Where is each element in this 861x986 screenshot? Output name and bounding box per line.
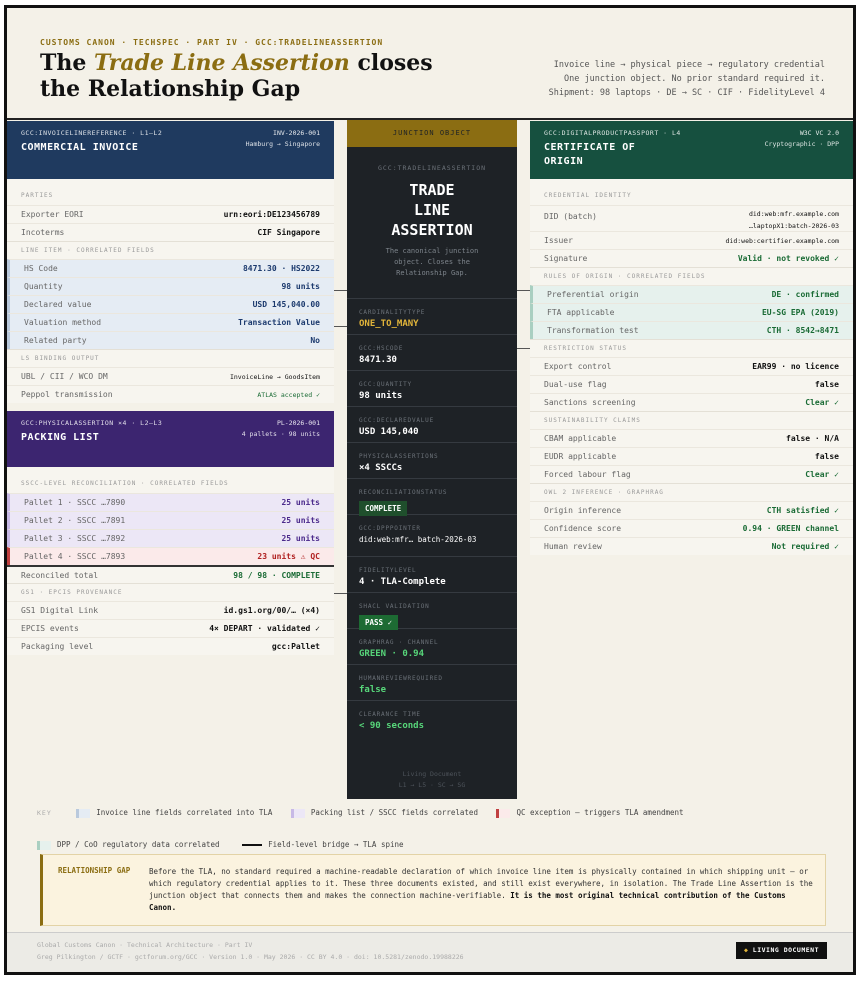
table-row[interactable]: [530, 375, 853, 393]
table-row[interactable]: [7, 601, 334, 619]
row-value: 98 / 98 · COMPLETE: [233, 571, 320, 580]
junction-field: [347, 442, 517, 478]
title-emphasis: Trade Line Assertion: [94, 50, 350, 76]
invoice-title: COMMERCIAL INVOICE: [21, 142, 139, 153]
legend-item: [76, 808, 272, 817]
junction-code: GCC:TRADELINEASSERTION: [377, 164, 487, 172]
callout-body: Before the TLA, no standard required a machine-readable declaration of which invoice line item is physically contained in which shipping unit — or which regulatory credential applies to it. These three documents existed, and still exist everywhere, in isolation. The Trade Line Assertion is the junction object that connects them and makes the connection machine-verifiable.: [149, 867, 813, 900]
junction-field: [347, 406, 517, 442]
field-key: SHACL VALIDATION: [359, 603, 430, 610]
row-key: Dual-use flag: [544, 380, 607, 389]
junction-field: [347, 556, 517, 592]
callout-emphasis: It is the most original technical contribution of the Customs Canon.: [149, 891, 786, 912]
row-value: EU-SG EPA (2019): [761, 308, 839, 317]
junction-field: [347, 298, 517, 334]
bridge-line: [334, 326, 347, 327]
junction-field: [347, 700, 517, 736]
field-value: COMPLETE: [359, 501, 407, 516]
subhead-line: Invoice line → physical piece → regulatory credential: [553, 60, 825, 70]
field-key: RECONCILIATIONSTATUS: [359, 489, 448, 496]
section-label: SUSTAINABILITY CLAIMS: [530, 411, 853, 429]
junction-field: [347, 664, 517, 700]
row-key: FTA applicable: [547, 308, 615, 317]
row-value: EAR99 · no licence: [752, 362, 839, 371]
legend: [37, 808, 827, 818]
section-label: RULES OF ORIGIN · CORRELATED FIELDS: [530, 267, 853, 285]
table-row[interactable]: [530, 447, 853, 465]
row-value: Transaction Value: [238, 318, 320, 327]
table-row[interactable]: [530, 519, 853, 537]
subhead-line: Shipment: 98 laptops · DE → SC · CIF · FidelityLevel 4: [548, 88, 825, 98]
page-title: [40, 50, 460, 102]
table-row[interactable]: [7, 385, 334, 403]
field-value: 98 units: [359, 391, 403, 401]
table-row[interactable]: [530, 357, 853, 375]
junction-label: JUNCTION OBJECT: [347, 120, 517, 147]
table-row[interactable]: [7, 367, 334, 385]
row-value: gcc:Pallet: [271, 642, 320, 651]
page-header: [7, 8, 853, 120]
junction-footer-line: Living Document: [402, 770, 462, 778]
row-key: Pallet 1 · SSCC …7890: [24, 498, 126, 507]
certificate-ref: W3C VC 2.0: [799, 129, 839, 137]
row-value: 98 units: [281, 282, 320, 291]
row-key: Signature: [544, 254, 588, 263]
row-value: No: [310, 336, 320, 345]
row-key: EPCIS events: [21, 624, 79, 633]
row-key: Origin inference: [544, 506, 622, 515]
subhead-line: One junction object. No prior standard required it.: [564, 74, 825, 84]
reconciled-total-row: [7, 565, 334, 583]
row-key: DID (batch): [544, 212, 597, 221]
section-label: RESTRICTION STATUS: [530, 339, 853, 357]
did-line: …laptopX1:batch-2026-03: [748, 222, 839, 230]
row-key: Valuation method: [24, 318, 102, 327]
junction-title-line: LINE: [413, 201, 451, 219]
field-key: GCC:DECLAREDVALUE: [359, 417, 435, 424]
table-row[interactable]: [7, 619, 334, 637]
relationship-gap-callout: [40, 854, 826, 926]
bridge-line: [334, 593, 347, 594]
legend-swatch: [37, 841, 51, 850]
junction-field: [347, 370, 517, 406]
row-key: Sanctions screening: [544, 398, 636, 407]
section-label: OWL 2 INFERENCE · GRAPHRAG: [530, 483, 853, 501]
invoice-card-body: [7, 179, 334, 403]
row-key: GS1 Digital Link: [21, 606, 99, 615]
row-value: 23 units ⚠ QC: [257, 552, 320, 561]
packing-summary: 4 pallets · 98 units: [241, 430, 320, 438]
pallet-row[interactable]: [7, 529, 334, 547]
correlated-row[interactable]: [7, 277, 334, 295]
did-row: [530, 205, 853, 231]
row-value: did:web:certifier.example.com: [725, 237, 839, 245]
correlated-row[interactable]: [530, 285, 853, 303]
row-value: 4× DEPART · validated ✓: [209, 624, 320, 633]
section-label: GS1 · EPCIS PROVENANCE: [7, 583, 334, 601]
row-key: CBAM applicable: [544, 434, 617, 443]
junction-fields: [347, 298, 517, 736]
table-row[interactable]: [7, 637, 334, 655]
junction-title: [347, 180, 517, 240]
invoice-card-header: [7, 121, 334, 179]
row-value: CIF Singapore: [257, 228, 320, 237]
legend-item: [242, 840, 403, 849]
field-value: did:web:mfr… batch-2026-03: [359, 535, 477, 544]
row-value: id.gs1.org/00/… (×4): [223, 606, 320, 615]
row-key: Quantity: [24, 282, 63, 291]
junction-field: [347, 514, 517, 556]
row-key: Forced labour flag: [544, 470, 631, 479]
row-key: Export control: [544, 362, 612, 371]
legend-label: Field-level bridge → TLA spine: [268, 840, 404, 849]
callout-label: RELATIONSHIP GAP: [58, 866, 131, 875]
legend-row-2: [37, 840, 404, 850]
row-key: Incoterms: [21, 228, 65, 237]
row-value: [749, 208, 839, 231]
bridge-line: [517, 348, 530, 349]
section-label: PARTIES: [21, 192, 54, 199]
junction-field: [347, 478, 517, 514]
table-row[interactable]: [7, 223, 334, 241]
junction-title-line: ASSERTION: [391, 221, 473, 239]
dot-icon: ◆: [743, 946, 749, 954]
row-key: Exporter EORI: [21, 210, 84, 219]
field-value: 4 · TLA-Complete: [359, 577, 446, 587]
field-key: FIDELITYLEVEL: [359, 567, 417, 574]
legend-label: DPP / CoO regulatory data correlated: [57, 840, 220, 849]
row-value: Clear ✓: [805, 398, 839, 407]
bridge-line: [517, 290, 530, 291]
row-value: InvoiceLine → GoodsItem: [229, 373, 320, 381]
certificate-code: GCC:DIGITALPRODUCTPASSPORT · L4: [544, 129, 681, 137]
row-value: false: [814, 452, 839, 461]
bridge-line-icon: [242, 844, 262, 846]
legend-item: [496, 808, 683, 817]
legend-label: QC exception — triggers TLA amendment: [516, 808, 684, 817]
table-row[interactable]: [7, 205, 334, 223]
correlated-row[interactable]: [7, 259, 334, 277]
row-key: Confidence score: [544, 524, 622, 533]
invoice-code: GCC:INVOICELINEREFERENCE · L1–L2: [21, 129, 163, 137]
legend-label: Invoice line fields correlated into TLA: [96, 808, 273, 817]
junction-field: [347, 628, 517, 664]
row-value: 25 units: [281, 534, 320, 543]
row-value: false: [814, 380, 839, 389]
correlated-row[interactable]: [7, 295, 334, 313]
packing-title: PACKING LIST: [21, 432, 100, 443]
table-row[interactable]: [530, 429, 853, 447]
row-key: Transformation test: [547, 326, 639, 335]
correlated-row[interactable]: [7, 331, 334, 349]
junction-field: [347, 592, 517, 628]
bridge-line: [334, 290, 347, 291]
row-value: urn:eori:DE123456789: [223, 210, 320, 219]
legend-item: [37, 840, 220, 849]
certificate-card-header: [530, 121, 853, 179]
footer-line: Global Customs Canon · Technical Architecture · Part IV: [37, 941, 253, 949]
row-value: DE · confirmed: [771, 290, 839, 299]
junction-field: [347, 334, 517, 370]
invoice-ref: INV-2026-001: [273, 129, 320, 137]
legend-swatch: [496, 809, 510, 818]
certificate-card-body: [530, 179, 853, 555]
row-value: Valid · not revoked ✓: [737, 254, 839, 263]
junction-footer: [347, 769, 517, 791]
row-key: Issuer: [544, 236, 573, 245]
packing-card-header: [7, 411, 334, 467]
certificate-title: CERTIFICATE OF ORIGIN: [544, 142, 636, 167]
badge-label: LIVING DOCUMENT: [752, 946, 819, 954]
field-key: GCC:HSCODE: [359, 345, 404, 352]
page-footer: [7, 932, 853, 975]
pallet-row[interactable]: [7, 493, 334, 511]
table-row[interactable]: [530, 465, 853, 483]
row-key: Pallet 2 · SSCC …7891: [24, 516, 126, 525]
row-value: 25 units: [281, 498, 320, 507]
packing-code: GCC:PHYSICALASSERTION ×4 · L2–L3: [21, 419, 163, 427]
field-key: GCC:QUANTITY: [359, 381, 412, 388]
table-row[interactable]: [530, 537, 853, 555]
title-post: closes the Relationship Gap: [40, 50, 433, 102]
row-key: Declared value: [24, 300, 92, 309]
row-value: 25 units: [281, 516, 320, 525]
field-key: HUMANREVIEWREQUIRED: [359, 675, 443, 682]
row-value: CTH · 8542→8471: [766, 326, 839, 335]
field-value: < 90 seconds: [359, 721, 425, 731]
row-key: Peppol transmission: [21, 390, 113, 399]
junction-object: [347, 120, 517, 799]
field-value: 8471.30: [359, 355, 397, 365]
field-key: PHYSICALASSERTIONS: [359, 453, 439, 460]
page-frame: [4, 5, 856, 975]
packing-card-body: [7, 467, 334, 655]
field-key: CLEARANCE TIME: [359, 711, 421, 718]
row-key: Preferential origin: [547, 290, 639, 299]
title-pre: The: [40, 50, 95, 76]
row-key: Related party: [24, 336, 87, 345]
footer-line: Greg Pilkington / GCTF · gctforum.org/GCC · Version 1.0 · May 2026 · CC BY 4.0 · doi: 10.5281/zenodo.19988226: [37, 953, 464, 961]
certificate-kind: Cryptographic · DPP: [764, 140, 839, 148]
row-value: Not required ✓: [771, 542, 839, 551]
row-key: Pallet 4 · SSCC …7893: [24, 552, 126, 561]
table-row[interactable]: [530, 231, 853, 249]
junction-description: The canonical junction object. Closes the Relationship Gap.: [385, 247, 479, 277]
callout-text: [149, 866, 814, 914]
living-document-badge[interactable]: [736, 942, 827, 959]
pallet-row[interactable]: [7, 511, 334, 529]
subhead: [549, 58, 825, 100]
section-label: CREDENTIAL IDENTITY: [544, 192, 632, 199]
field-value: PASS ✓: [359, 615, 398, 630]
section-label: LINE ITEM · CORRELATED FIELDS: [7, 241, 334, 259]
junction-title-line: TRADE: [409, 181, 455, 199]
row-value: 8471.30 · HS2022: [242, 264, 320, 273]
invoice-route: Hamburg → Singapore: [245, 140, 320, 148]
row-value: USD 145,040.00: [252, 300, 320, 309]
row-value: Clear ✓: [805, 470, 839, 479]
row-key: EUDR applicable: [544, 452, 617, 461]
legend-swatch: [76, 809, 90, 818]
row-key: Packaging level: [21, 642, 94, 651]
field-key: GRAPHRAG · CHANNEL: [359, 639, 439, 646]
field-value: ONE_TO_MANY: [359, 319, 419, 329]
row-value: ATLAS accepted ✓: [257, 391, 320, 399]
correlated-row[interactable]: [530, 321, 853, 339]
legend-swatch: [291, 809, 305, 818]
row-value: 0.94 · GREEN channel: [742, 524, 839, 533]
row-key: HS Code: [24, 264, 58, 273]
section-label: SSCC-LEVEL RECONCILIATION · CORRELATED FIELDS: [21, 480, 229, 487]
packing-ref: PL-2026-001: [276, 419, 320, 427]
legend-item: [291, 808, 478, 817]
field-key: CARDINALITYTYPE: [359, 309, 426, 316]
field-value: GREEN · 0.94: [359, 649, 425, 659]
table-row[interactable]: [530, 393, 853, 411]
table-row[interactable]: [530, 249, 853, 267]
junction-footer-line: L1 → L5 · SC → SG: [398, 781, 466, 789]
field-value: false: [359, 685, 387, 695]
row-key: UBL / CII / WCO DM: [21, 372, 108, 381]
correlated-row[interactable]: [530, 303, 853, 321]
field-key: GCC:DPPPOINTER: [359, 525, 421, 532]
field-value: USD 145,040: [359, 427, 419, 437]
row-value: CTH satisfied ✓: [766, 506, 839, 515]
legend-title: KEY: [37, 809, 52, 817]
row-key: Pallet 3 · SSCC …7892: [24, 534, 126, 543]
row-key: Human review: [544, 542, 602, 551]
correlated-row[interactable]: [7, 313, 334, 331]
row-value: false · N/A: [786, 434, 839, 443]
section-label: LS BINDING OUTPUT: [7, 349, 334, 367]
eyebrow: CUSTOMS CANON · TECHSPEC · PART IV · GCC:TRADELINEASSERTION: [40, 38, 384, 47]
field-value: ×4 SSCCs: [359, 463, 403, 473]
row-key: Reconciled total: [21, 571, 99, 580]
pallet-exception-row[interactable]: [7, 547, 334, 565]
legend-label: Packing list / SSCC fields correlated: [310, 808, 478, 817]
table-row[interactable]: [530, 501, 853, 519]
did-line: did:web:mfr.example.com: [748, 210, 839, 218]
